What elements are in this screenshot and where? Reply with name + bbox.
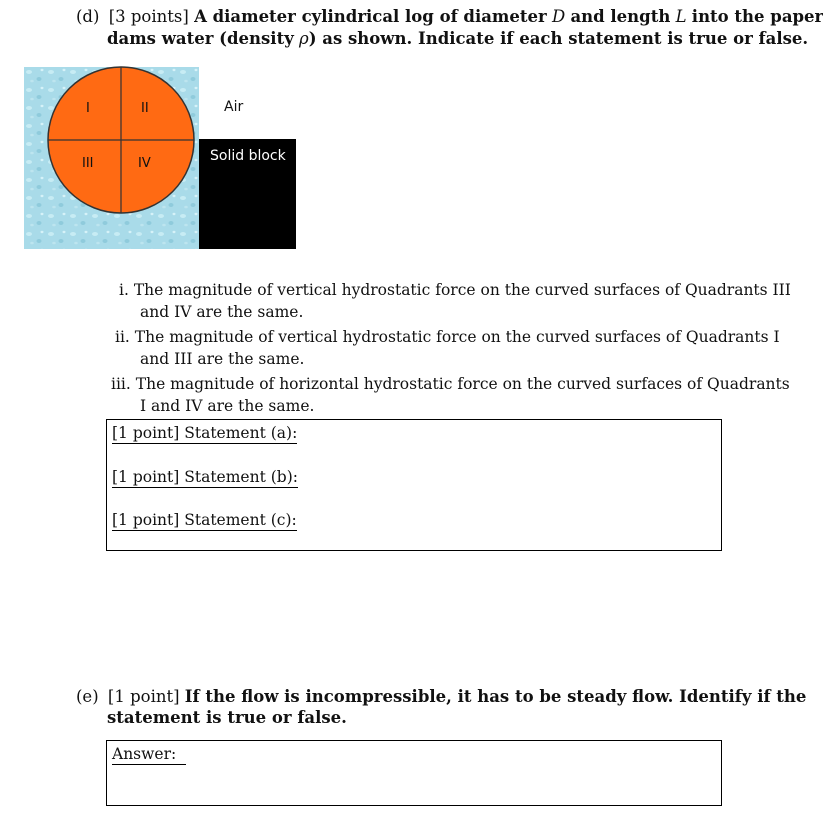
part-e-heading: [76, 686, 806, 708]
quadrant-label-iii: III: [82, 156, 94, 171]
part-d-text-2a: dams water (density: [107, 29, 294, 48]
statement-iii-line1: The magnitude of horizontal hydrostatic force on the curved surfaces of Quadrants: [135, 375, 790, 393]
part-d-text-1a: A diameter cylindrical log of diameter: [194, 7, 547, 26]
quadrant-label-iv: IV: [138, 156, 151, 171]
answer-e[interactable]: [112, 744, 186, 764]
answer-d-b[interactable]: [112, 467, 298, 487]
statement-i-line1: The magnitude of vertical hydrostatic force on the curved surfaces of Quadrants III: [133, 281, 791, 299]
statement-ii-line2: and III are the same.: [140, 350, 305, 368]
statement-iii-line2: I and IV are the same.: [140, 397, 315, 415]
part-d-heading: [76, 6, 823, 28]
part-e-points: [1 point]: [107, 687, 180, 706]
part-d-text-1b: and length: [570, 7, 671, 26]
var-rho: ρ: [299, 29, 309, 48]
part-d-text-1c: into the paper: [691, 7, 823, 26]
solid-block-label: Solid block: [210, 148, 286, 164]
var-d: D: [551, 7, 566, 26]
part-e-text-2: statement is true or false.: [107, 708, 347, 727]
answer-d-c-label: [1 point] Statement (c):: [112, 511, 297, 529]
answer-box-e[interactable]: [106, 740, 722, 806]
statement-ii-line1: The magnitude of vertical hydrostatic force on the curved surfaces of Quadrants I: [134, 328, 780, 346]
answer-e-label: Answer:: [112, 745, 186, 765]
part-d-text-2b: ) as shown. Indicate if each statement is true or false.: [308, 29, 809, 48]
statement-iii: [111, 373, 790, 395]
quadrant-label-ii: II: [141, 101, 149, 116]
answer-d-a[interactable]: [112, 423, 297, 443]
var-l: L: [675, 7, 687, 26]
air-label: Air: [224, 99, 244, 115]
quadrant-label-i: I: [86, 101, 90, 116]
statement-ii: [115, 326, 780, 348]
part-d-label: (d): [76, 7, 100, 26]
part-e-label: (e): [76, 687, 99, 706]
part-e-text-1: If the flow is incompressible, it has to be steady flow. Identify if the: [184, 687, 807, 706]
answer-d-a-label: [1 point] Statement (a):: [112, 424, 298, 442]
answer-d-b-label: [1 point] Statement (b):: [112, 468, 298, 486]
part-d-points: [3 points]: [108, 7, 189, 26]
statement-i-line2: and IV are the same.: [140, 303, 304, 321]
statement-i-num: i.: [119, 281, 129, 299]
statement-iii-num: iii.: [111, 375, 131, 393]
statement-i: [119, 279, 791, 301]
statement-ii-num: ii.: [115, 328, 130, 346]
part-d-heading-line2: [107, 28, 808, 50]
answer-d-c[interactable]: [112, 510, 297, 530]
